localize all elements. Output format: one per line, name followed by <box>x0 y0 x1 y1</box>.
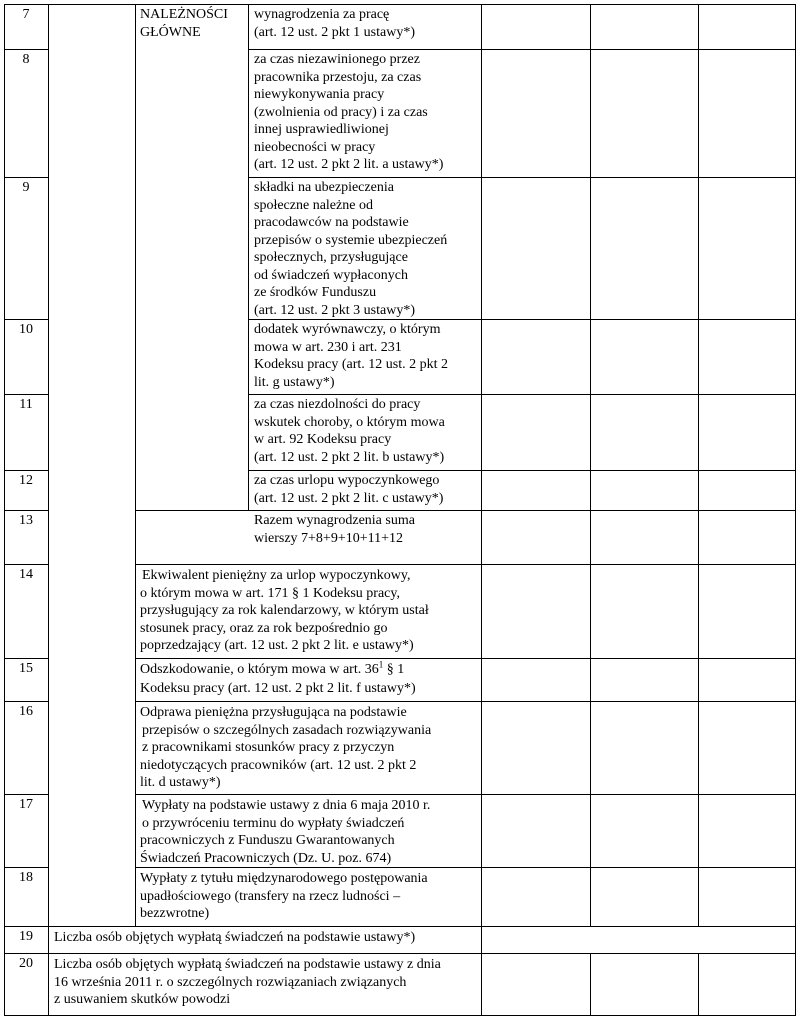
row-number: 8 <box>22 52 30 67</box>
description-line: niewykonywania pracy <box>254 87 385 102</box>
description-line: innej usprawiedliwionej <box>254 122 389 137</box>
description-line: za czas urlopu wypoczynkowego <box>254 473 440 488</box>
description-line: Liczba osób objętych wypłatą świadczeń na podstawie ustawy*) <box>54 930 416 945</box>
grid-line <box>4 926 796 927</box>
row-number: 19 <box>19 929 33 944</box>
grid-line <box>4 394 49 395</box>
description-line: Ekwiwalent pieniężny za urlop wypoczynkowy, <box>142 568 411 583</box>
grid-line <box>4 658 49 659</box>
grid-line <box>248 394 796 395</box>
row-number: 15 <box>19 661 33 676</box>
grid-line <box>698 4 699 926</box>
description-line: pracownika przestoju, za czas <box>254 70 422 85</box>
description-line: (art. 12 ust. 2 pkt 2 lit. b ustawy*) <box>254 450 445 465</box>
description-line: pracodawców na podstawie <box>254 215 409 230</box>
grid-line <box>248 470 796 471</box>
description-line: lit. g ustawy*) <box>254 375 335 390</box>
description-line: Kodeksu pracy (art. 12 ust. 2 pkt 2 <box>254 357 449 372</box>
grid-line <box>4 319 49 320</box>
description-line: (art. 12 ust. 2 pkt 2 lit. c ustawy*) <box>254 491 444 506</box>
grid-line <box>4 564 49 565</box>
description-line: Świadczeń Pracowniczych (Dz. U. poz. 674) <box>140 851 392 866</box>
grid-line <box>135 564 796 565</box>
description-line: przepisów o szczególnych zasadach rozwiązywania <box>142 723 432 738</box>
description-line: z usuwaniem skutków powodzi <box>54 992 231 1007</box>
row-number: 20 <box>19 956 33 971</box>
description-line: lit. d ustawy*) <box>140 775 221 790</box>
description-line: wskutek choroby, o którym mowa <box>254 415 445 430</box>
description-line: za czas niezawinionego przez <box>254 52 420 67</box>
group-label: NALEŻNOŚCI GŁÓWNE <box>140 7 228 40</box>
grid-line <box>4 867 49 868</box>
description-line: Odprawa pieniężna przysługująca na podstawie <box>140 705 407 720</box>
row-number: 11 <box>19 397 33 412</box>
description-line: społeczne należne od <box>254 198 373 213</box>
description-line: (art. 12 ust. 2 pkt 1 ustawy*) <box>254 25 415 40</box>
description-line <box>140 661 404 679</box>
description-line: (zwolnienia od pracy) i za czas <box>254 105 428 120</box>
row-number: 9 <box>22 180 30 195</box>
row-number: 18 <box>19 870 33 885</box>
row-number: 10 <box>19 322 33 337</box>
description-line: wierszy 7+8+9+10+11+12 <box>254 531 403 546</box>
row-number: 17 <box>19 797 33 812</box>
description-line: za czas niezdolności do pracy <box>254 397 421 412</box>
description-line: Liczba osób objętych wypłatą świadczeń na podstawie ustawy z dnia <box>54 957 441 972</box>
grid-line <box>4 470 49 471</box>
grid-line <box>248 4 249 510</box>
grid-line <box>135 658 796 659</box>
row-number: 7 <box>22 7 30 22</box>
description-line: nieobecności w pracy <box>254 140 376 155</box>
description-line: o przywróceniu terminu do wypłaty świadczeń <box>142 816 405 831</box>
grid-line <box>135 510 796 511</box>
grid-line <box>590 953 591 1016</box>
description-line: w art. 92 Kodeksu pracy <box>254 432 392 447</box>
description-line: (art. 12 ust. 2 pkt 3 ustawy*) <box>254 303 415 318</box>
description-line: dodatek wyrównawczy, o którym <box>254 322 441 337</box>
grid-line <box>590 4 591 926</box>
grid-line <box>4 701 49 702</box>
description-line: upadłościowego (transfery na rzecz ludności – <box>140 889 401 904</box>
grid-line <box>4 177 49 178</box>
row-number: 16 <box>19 704 33 719</box>
description-text: Odszkodowanie, o którym mowa w art. 36 <box>140 662 379 677</box>
description-line: wynagrodzenia za pracę <box>254 7 390 22</box>
row-number: 12 <box>19 473 33 488</box>
description-line: od świadczeń wypłaconych <box>254 268 408 283</box>
description-line: 16 września 2011 r. o szczególnych rozwiązaniach związanych <box>54 975 407 990</box>
superscript: 1 <box>378 659 384 670</box>
grid-line <box>135 794 796 795</box>
description-line: Razem wynagrodzenia suma <box>254 513 415 528</box>
description-line: bezzwrotne) <box>140 906 210 921</box>
description-line: pracowniczych z Funduszu Gwarantowanych <box>140 833 395 848</box>
description-line: o którym mowa w art. 171 § 1 Kodeksu pracy, <box>140 586 400 601</box>
grid-line <box>4 49 49 50</box>
description-line: stosunek pracy, oraz za rok bezpośrednio go <box>140 621 388 636</box>
row-number: 13 <box>19 513 33 528</box>
description-line: społecznych, przysługujące <box>254 250 408 265</box>
description-line: Wypłaty z tytułu międzynarodowego postępowania <box>140 871 428 886</box>
grid-line <box>4 953 796 954</box>
grid-line <box>698 953 699 1016</box>
grid-line <box>4 510 49 511</box>
description-line: poprzedzający (art. 12 ust. 2 pkt 2 lit. e ustawy*) <box>140 638 414 653</box>
description-line: przepisów o systemie ubezpieczeń <box>254 233 448 248</box>
description-text: § 1 <box>383 662 405 677</box>
grid-line <box>4 1015 796 1016</box>
description-line: składki na ubezpieczenia <box>254 180 394 195</box>
description-line: niedotyczących pracowników (art. 12 ust. 2 pkt 2 <box>140 758 417 773</box>
grid-line <box>248 177 796 178</box>
description-line: Wypłaty na podstawie ustawy z dnia 6 maja 2010 r. <box>142 798 431 813</box>
grid-line <box>135 701 796 702</box>
description-line: (art. 12 ust. 2 pkt 2 lit. a ustawy*) <box>254 157 444 172</box>
description-line: Kodeksu pracy (art. 12 ust. 2 pkt 2 lit. f ustawy*) <box>140 681 416 696</box>
row-number: 14 <box>19 567 33 582</box>
description-line: mowa w art. 230 i art. 231 <box>254 340 402 355</box>
grid-line <box>135 4 136 926</box>
description-line: przysługujący za rok kalendarzowy, w którym ustał <box>140 603 429 618</box>
description-line: z pracownikami stosunków pracy z przyczyn <box>142 740 395 755</box>
grid-line <box>248 49 796 50</box>
grid-line <box>4 794 49 795</box>
grid-line <box>4 4 796 5</box>
description-line: ze środków Funduszu <box>254 285 377 300</box>
